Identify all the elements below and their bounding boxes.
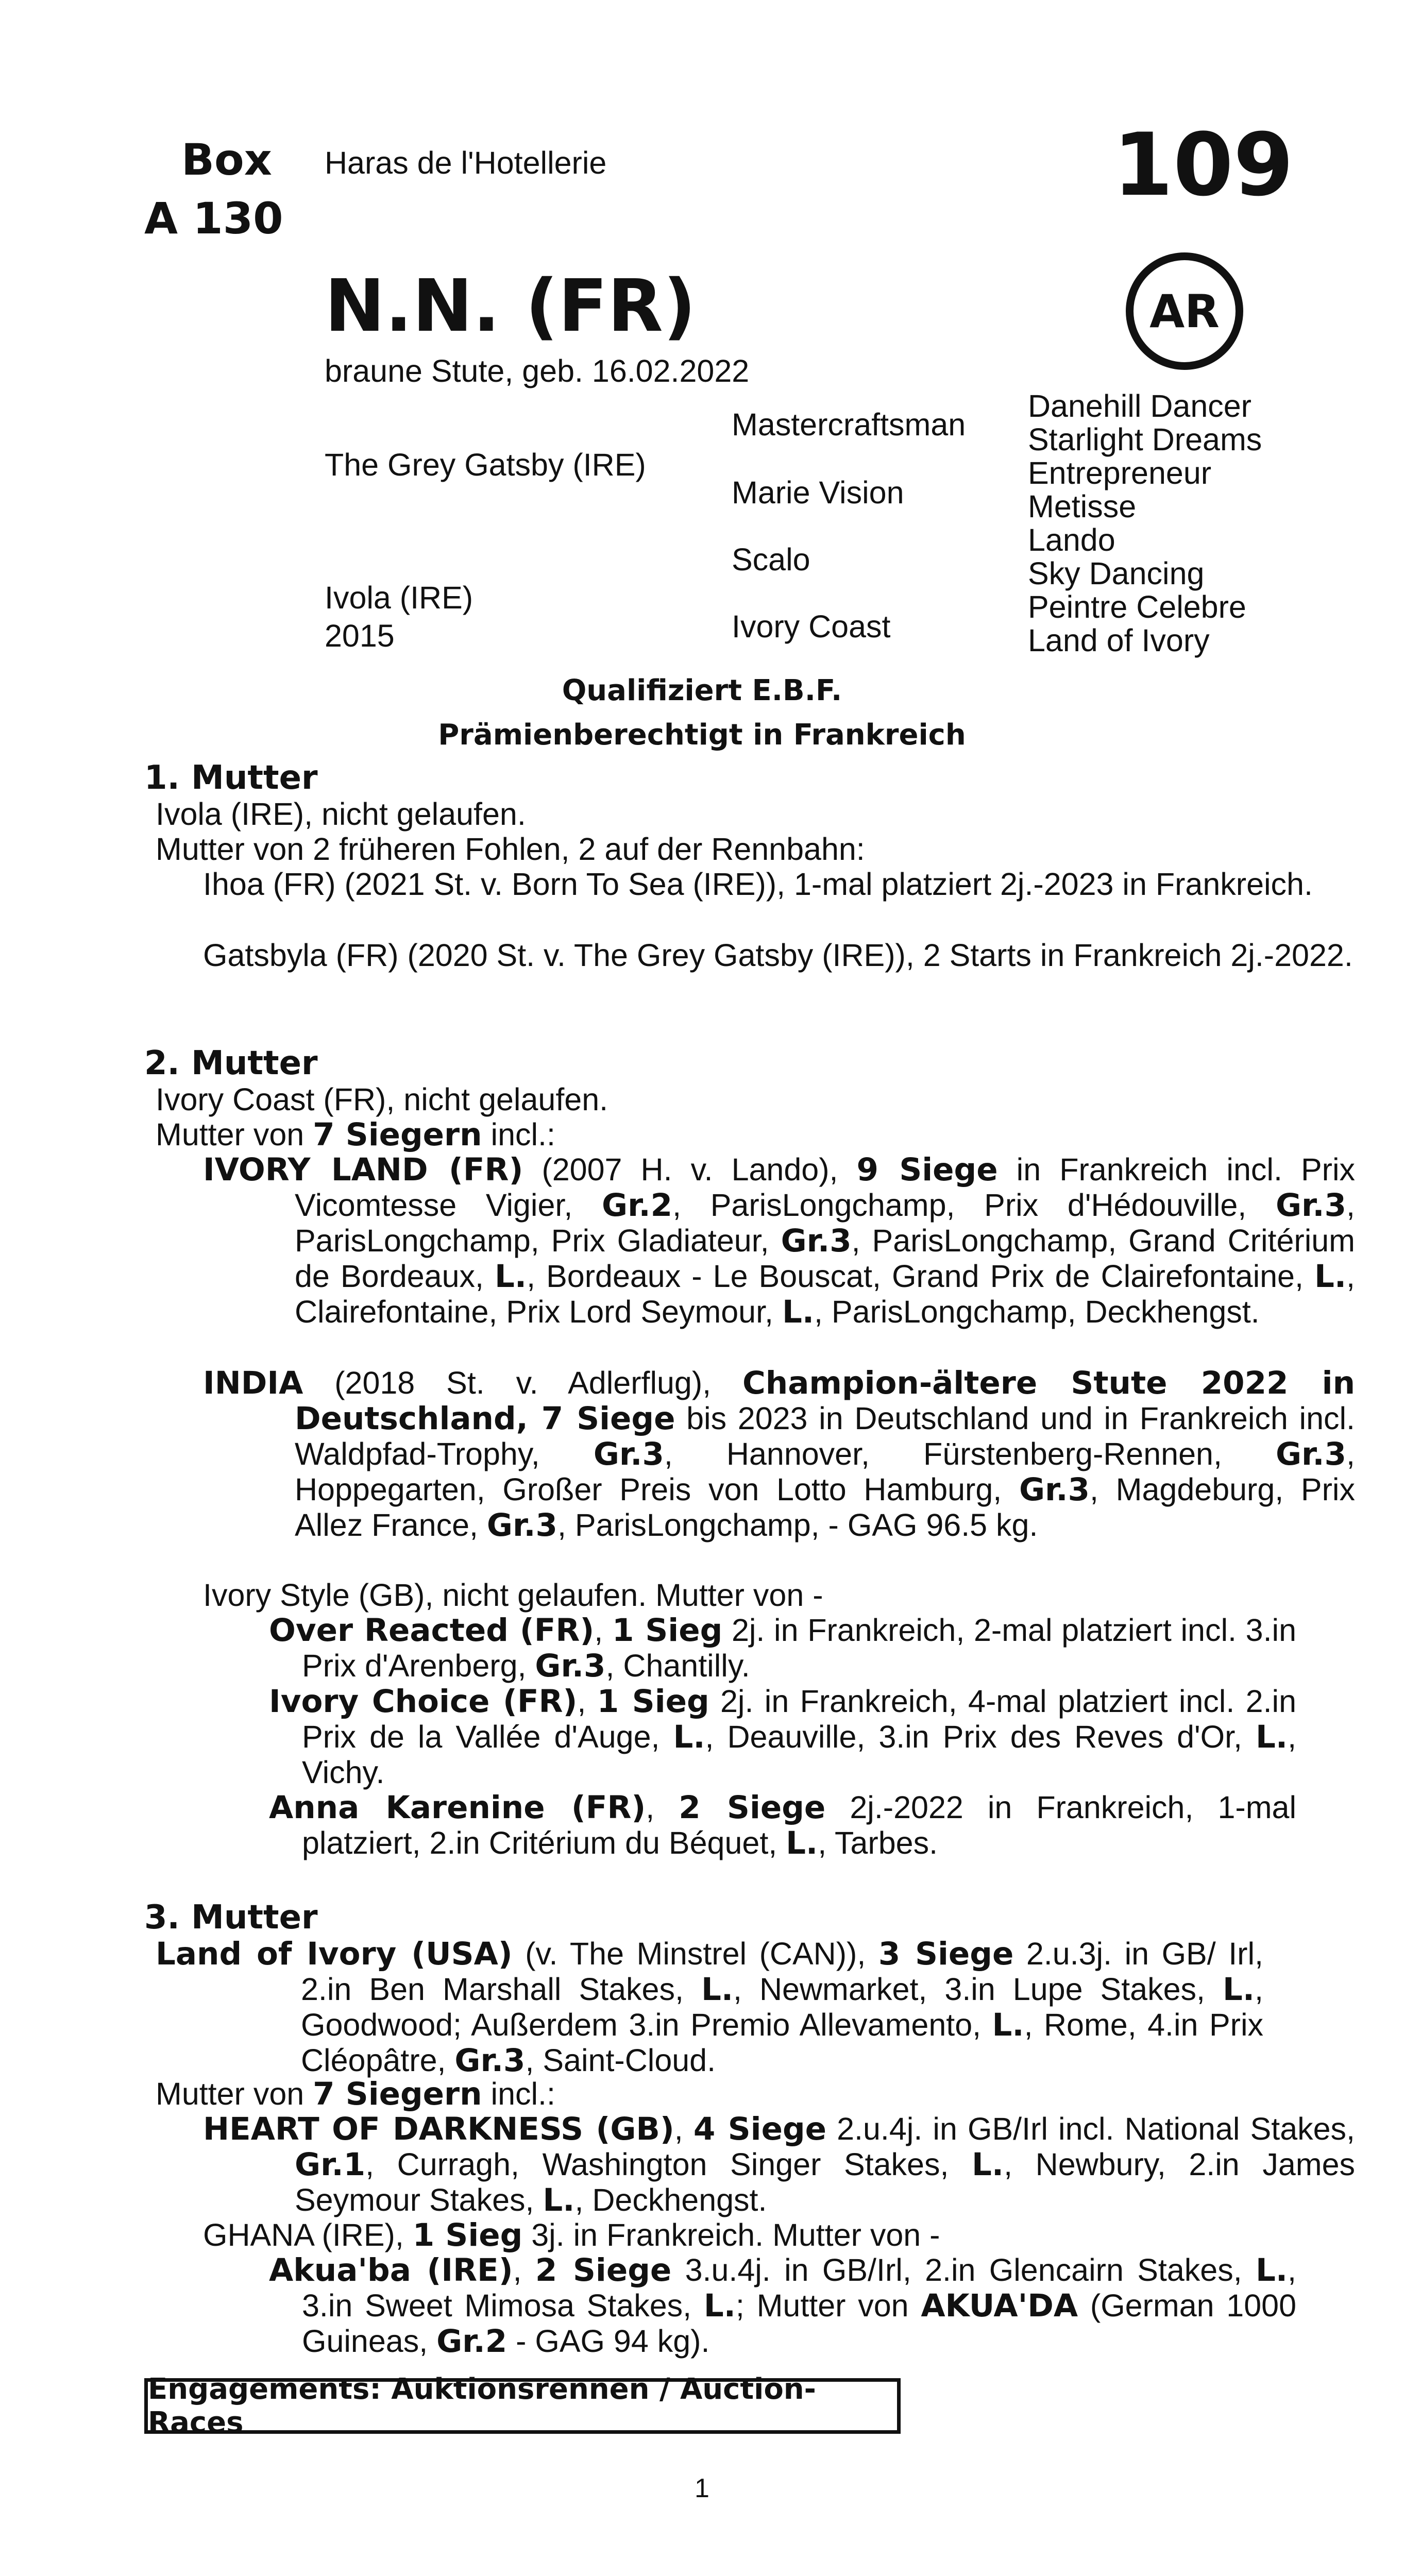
first-dam-foal-gatsbyla: Gatsbyla (FR) (2020 St. v. The Grey Gatsby (IRE)), 2 Starts in Frankreich 2j.-2022. — [203, 938, 1353, 973]
text: , ParisLongchamp, Grand Critérium de Bordeaux, — [295, 1223, 1355, 1294]
text: 2.u.3j. in GB/ Irl, 2.in Ben Marshall Stakes, — [301, 1936, 1263, 2007]
entry-heart-of-darkness — [203, 2111, 1355, 2218]
bold: L. — [992, 2007, 1024, 2043]
horse-name: N.N. (FR) — [325, 264, 696, 348]
text: (2018 St. v. Adlerflug), — [303, 1365, 743, 1400]
first-dam-foal-ihoa: Ihoa (FR) (2021 St. v. Born To Sea (IRE)), 1-mal platziert 2j.-2023 in Frankreich. — [203, 867, 1313, 902]
horse-name: Anna Karenine (FR) — [269, 1789, 646, 1826]
text: , Bordeaux - Le Bouscat, Grand Prix de Clairefontaine, — [527, 1259, 1314, 1294]
text: 2j. in Frankreich, 4-mal platziert incl. 2.in Prix de la Vallée d'Auge, — [302, 1684, 1296, 1754]
horse-name: Land of Ivory (USA) — [156, 1936, 513, 1972]
horse-name: Over Reacted (FR) — [269, 1612, 595, 1649]
pedigree-gen3-1: Danehill Dancer — [1028, 388, 1251, 423]
entry-ivory-style: Ivory Style (GB), nicht gelaufen. Mutter von - — [203, 1578, 823, 1613]
text: , Clairefontaine, Prix Lord Seymour, — [295, 1259, 1355, 1329]
engagements-box — [144, 2372, 901, 2439]
pedigree-gen3-5: Lando — [1028, 522, 1115, 557]
bold: 1 Sieg — [612, 1612, 723, 1649]
bold: Gr.3 — [454, 2042, 526, 2079]
text: Mutter von — [156, 1117, 313, 1152]
bold: 4 Siege — [693, 2111, 826, 2147]
text: , Newbury, 2.in James Seymour Stakes, — [295, 2147, 1356, 2217]
text: , — [577, 1684, 597, 1719]
text: , Curragh, Washington Singer Stakes, — [365, 2147, 972, 2182]
text: , — [594, 1613, 612, 1648]
text: , — [646, 1790, 679, 1825]
text: Mutter von — [156, 2076, 313, 2111]
text: , Rome, 4.in Prix Cléopâtre, — [301, 2007, 1263, 2078]
bold: Champion-ältere Stute 2022 in Deutschland, 7 Siege — [295, 1365, 1356, 1437]
text: in Frankreich incl. Prix Vicomtesse Vigier, — [295, 1152, 1356, 1223]
text: , Magdeburg, Prix Allez France, — [295, 1472, 1355, 1543]
entry-ivory-choice — [269, 1684, 1296, 1790]
horse-name: INDIA — [203, 1365, 303, 1401]
text: GHANA (IRE), — [203, 2217, 413, 2252]
bold: 1 Sieg — [597, 1683, 709, 1720]
pedigree-dam-sire: Scalo — [732, 542, 810, 577]
entry-akuaba — [269, 2252, 1296, 2359]
bold: 1 Sieg — [412, 2217, 523, 2253]
text: incl.: — [482, 2076, 555, 2111]
pedigree-gen3-8: Land of Ivory — [1028, 623, 1210, 658]
first-dam-heading: 1. Mutter — [144, 759, 318, 797]
pedigree-gen3-3: Entrepreneur — [1028, 455, 1212, 490]
text: , Deauville, 3.in Prix des Reves d'Or, — [705, 1719, 1256, 1754]
breeder: Haras de l'Hotellerie — [325, 145, 607, 180]
text: , Newmarket, 3.in Lupe Stakes, — [733, 1972, 1223, 2007]
horse-name: Akua'ba (IRE) — [269, 2252, 513, 2289]
first-dam-line-1: Ivola (IRE), nicht gelaufen. — [156, 796, 526, 832]
text: 2j.-2022 in Frankreich, 1-mal platziert, 2.in Critérium du Béquet, — [302, 1790, 1296, 1860]
pedigree-dam: Ivola (IRE) — [325, 580, 473, 615]
entry-over-reacted — [269, 1613, 1296, 1684]
text: - GAG 94 kg). — [507, 2324, 710, 2359]
pedigree-sire-dam: Marie Vision — [732, 475, 904, 510]
ar-badge — [1126, 252, 1243, 370]
box-number: A 130 — [144, 193, 283, 244]
text: 3.u.4j. in GB/Irl, 2.in Glencairn Stakes, — [671, 2252, 1256, 2287]
pedigree-sire-sire: Mastercraftsman — [732, 407, 966, 442]
text: , — [674, 2111, 693, 2146]
winners-count: 7 Siegern — [313, 1116, 482, 1153]
text: , Hoppegarten, Großer Preis von Lotto Hamburg, — [295, 1436, 1355, 1507]
bold: 9 Siege — [856, 1151, 998, 1188]
bold: L. — [782, 1294, 814, 1330]
text: , ParisLongchamp, Deckhengst. — [814, 1294, 1260, 1329]
entry-ghana — [203, 2217, 1263, 2253]
text: , Saint-Cloud. — [525, 2043, 716, 2078]
bold: L. — [673, 1719, 705, 1755]
entry-ivory-land — [203, 1152, 1355, 1330]
box-label: Box — [181, 134, 272, 185]
second-dam-line-2 — [156, 1117, 1263, 1153]
bold: Gr.3 — [486, 1507, 557, 1544]
text: 3j. in Frankreich. Mutter von - — [522, 2217, 940, 2252]
bold: L. — [1223, 1971, 1255, 2008]
bold: Gr.3 — [1019, 1471, 1090, 1508]
text: , Chantilly. — [605, 1648, 750, 1683]
entry-india — [203, 1365, 1355, 1543]
pedigree-gen3-6: Sky Dancing — [1028, 556, 1205, 591]
text: , 3.in Sweet Mimosa Stakes, — [302, 2252, 1296, 2323]
horse-name: IVORY LAND (FR) — [203, 1151, 523, 1188]
pedigree-gen3-7: Peintre Celebre — [1028, 589, 1246, 624]
bold: L. — [543, 2182, 575, 2218]
qualification-france: Prämienberechtigt in Frankreich — [438, 718, 966, 752]
bold: Gr.1 — [295, 2146, 366, 2183]
bold: 2 Siege — [679, 1789, 826, 1826]
text: 2.u.4j. in GB/Irl incl. National Stakes, — [826, 2111, 1355, 2146]
bold: Gr.3 — [781, 1223, 852, 1259]
text: , Deckhengst. — [574, 2182, 767, 2217]
bold: Gr.3 — [593, 1436, 664, 1472]
engagements-label: Engagements: Auktionsrennen / Auction-Races — [148, 2372, 816, 2439]
pedigree-sire: The Grey Gatsby (IRE) — [325, 447, 646, 482]
bold: 2 Siege — [535, 2252, 672, 2289]
entry-land-of-ivory — [156, 1936, 1263, 2078]
third-dam-heading: 3. Mutter — [144, 1899, 318, 1937]
qualification-ebf: Qualifiziert E.B.F. — [562, 674, 842, 707]
horse-name: Ivory Choice (FR) — [269, 1683, 578, 1720]
text: , ParisLongchamp, Prix Gladiateur, — [295, 1188, 1355, 1258]
bold: Gr.2 — [436, 2323, 508, 2360]
text: (v. The Minstrel (CAN)), — [512, 1936, 878, 1971]
first-dam-line-2: Mutter von 2 früheren Fohlen, 2 auf der Rennbahn: — [156, 832, 865, 867]
winners-count: 7 Siegern — [313, 2076, 482, 2112]
lot-number: 109 — [1113, 114, 1294, 215]
text: , Vichy. — [302, 1719, 1297, 1790]
bold: L. — [1314, 1258, 1347, 1295]
third-dam-line-2 — [156, 2076, 1263, 2112]
bold: Gr.3 — [535, 1648, 606, 1684]
horse-name: HEART OF DARKNESS (GB) — [203, 2111, 674, 2147]
text: incl.: — [482, 1117, 555, 1152]
bold: Gr.2 — [602, 1187, 673, 1224]
pedigree-gen3 — [1028, 389, 1262, 657]
text: , Goodwood; Außerdem 3.in Premio Allevamento, — [301, 1972, 1263, 2042]
entry-anna-karenine — [269, 1790, 1296, 1861]
bold: L. — [495, 1258, 527, 1295]
text: , ParisLongchamp, Prix d'Hédouville, — [672, 1188, 1276, 1223]
bold: 3 Siege — [878, 1936, 1014, 1972]
text: ; Mutter von — [735, 2288, 921, 2323]
ar-badge-text: AR — [1149, 284, 1220, 338]
text: (German 1000 Guineas, — [302, 2288, 1296, 2359]
page-number: 1 — [695, 2473, 709, 2503]
text: (2007 H. v. Lando), — [523, 1152, 857, 1187]
text: bis 2023 in Deutschland und in Frankreich incl. Waldpfad-Trophy, — [295, 1401, 1355, 1471]
pedigree-gen3-4: Metisse — [1028, 489, 1137, 524]
bold: L. — [703, 2287, 736, 2324]
bold: L. — [1256, 2252, 1288, 2289]
bold: L. — [701, 1971, 733, 2008]
pedigree-dam-year: 2015 — [325, 618, 395, 653]
horse-description: braune Stute, geb. 16.02.2022 — [325, 353, 750, 388]
bold: Gr.3 — [1275, 1436, 1347, 1472]
text: , Hannover, Fürstenberg-Rennen, — [664, 1436, 1276, 1471]
text: , ParisLongchamp, - GAG 96.5 kg. — [557, 1507, 1038, 1543]
bold: Gr.3 — [1275, 1187, 1347, 1224]
text: , — [513, 2252, 535, 2287]
text: 2j. in Frankreich, 2-mal platziert incl. 3.in Prix d'Arenberg, — [302, 1613, 1297, 1683]
second-dam-line-1: Ivory Coast (FR), nicht gelaufen. — [156, 1082, 608, 1117]
pedigree-dam-dam: Ivory Coast — [732, 609, 891, 644]
bold: AKUA'DA — [921, 2287, 1078, 2324]
bold: L. — [786, 1825, 818, 1861]
second-dam-heading: 2. Mutter — [144, 1044, 318, 1082]
pedigree-gen3-2: Starlight Dreams — [1028, 422, 1262, 457]
bold: L. — [972, 2146, 1004, 2183]
text: , Tarbes. — [818, 1825, 938, 1860]
bold: L. — [1256, 1719, 1288, 1755]
